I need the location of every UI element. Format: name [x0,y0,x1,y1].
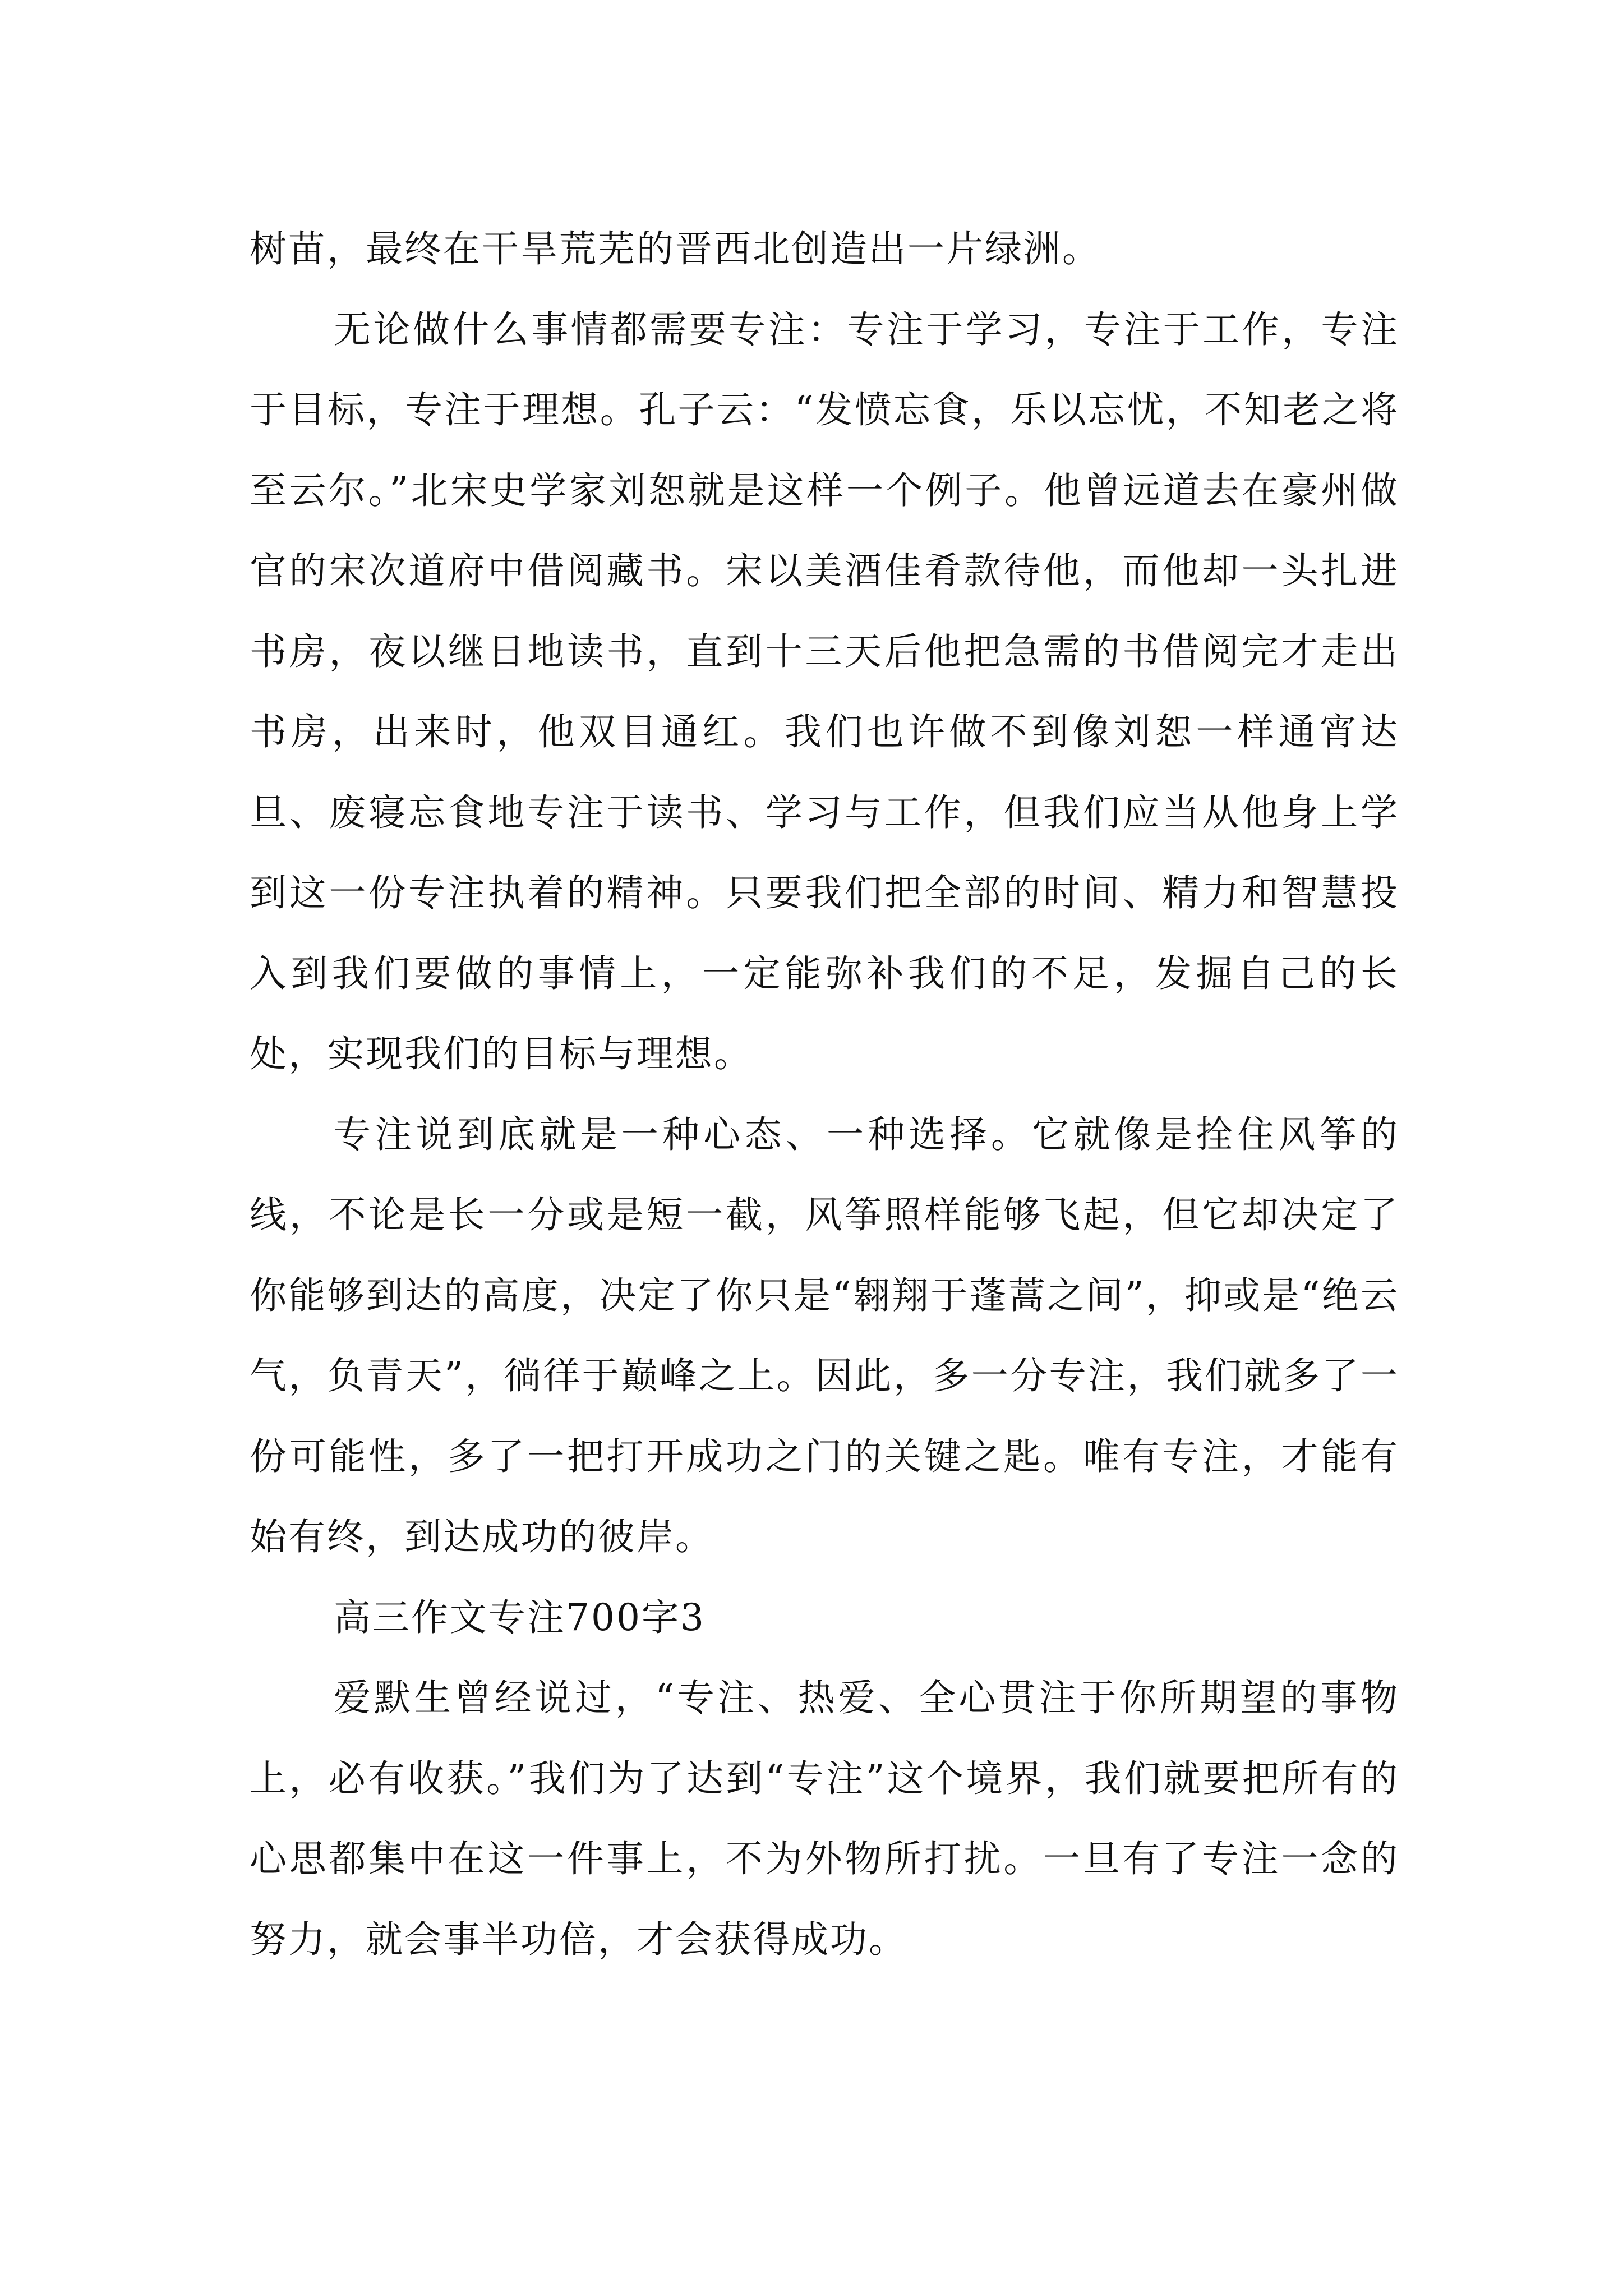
section-heading: 高三作文专注700字3 [334,1595,706,1639]
paragraph-continuation: 树苗，最终在干旱荒芜的晋西北创造出一片绿洲。 [250,227,1101,270]
paragraph: 爱默生曾经说过，“专注、热爱、全心贯注于你所期望的事物上，必有收获。”我们为了达到“专注”这个境界，我们就要把所有的心思都集中在这一件事上，不为外物所打扰。一旦有了专注一念的努力，就会事半功倍，才会获得成功。 [250,1676,1399,1961]
paragraph: 无论做什么事情都需要专注：专注于学习，专注于工作，专注于目标，专注于理想。孔子云：“发愤忘食，乐以忘忧，不知老之将至云尔。”北宋史学家刘恕就是这样一个例子。他曾远道去在豪州做官的宋次道府中借阅藏书。宋以美酒佳肴款待他，而他却一头扎进书房，夜以继日地读书，直到十三天后他把急需的书借阅完才走出书房，出来时，他双目通红。我们也许做不到像刘恕一样通宵达旦、废寝忘食地专注于读书、学习与工作，但我们应当从他身上学到这一份专注执着的精神。只要我们把全部的时间、精力和智慧投入到我们要做的事情上，一定能弥补我们的不足，发掘自己的长处，实现我们的目标与理想。 [250,307,1399,1075]
paragraph: 专注说到底就是一种心态、一种选择。它就像是拴住风筝的线，不论是长一分或是短一截，风筝照样能够飞起，但它却决定了你能够到达的高度，决定了你只是“翱翔于蓬蒿之间”，抑或是“绝云气，负青天”，徜徉于巅峰之上。因此，多一分专注，我们就多了一份可能性，多了一把打开成功之门的关键之匙。唯有专注，才能有始有终，到达成功的彼岸。 [250,1112,1399,1558]
document-body [250,209,1399,1980]
